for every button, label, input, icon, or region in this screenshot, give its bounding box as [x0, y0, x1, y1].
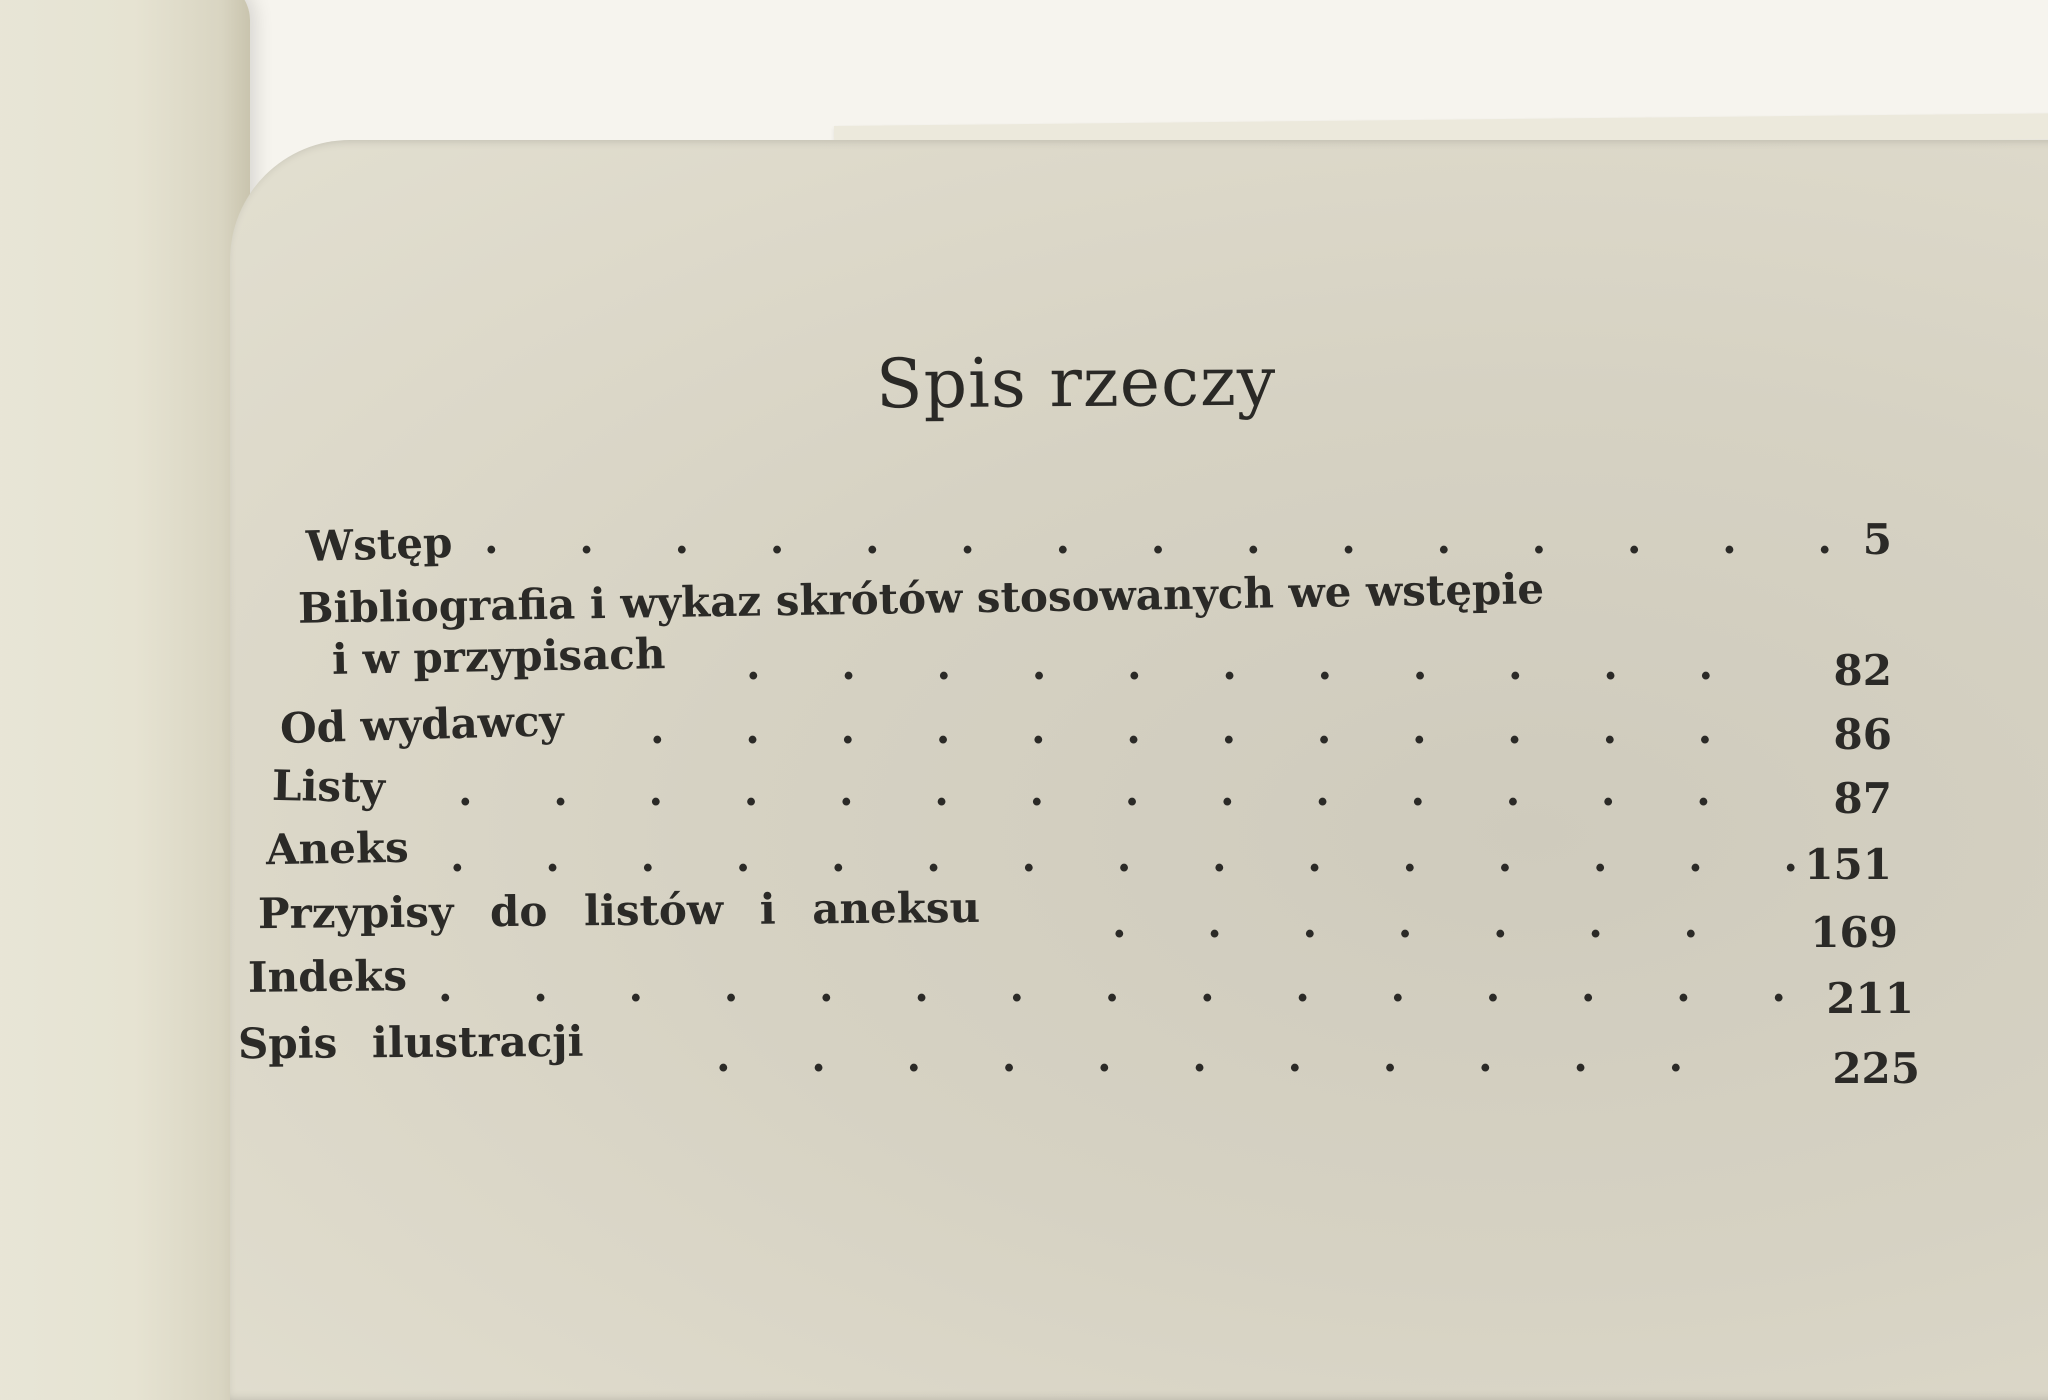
toc-leader-dots: . . . . . . . . . . . . . . . [450, 832, 1832, 881]
toc-leader-dots: . . . . . . . . . . . [716, 1032, 1717, 1081]
toc-page-number: 151 [1804, 840, 1892, 889]
toc-page-number: 82 [1833, 646, 1892, 695]
toc-page-number: 5 [1862, 515, 1892, 564]
toc-entry-label: Spis ilustracji [237, 1016, 584, 1069]
toc-page-number: 86 [1833, 710, 1892, 759]
toc-leader-dots: . . . . . . . . . . . [746, 640, 1747, 689]
toc-leader-dots: . . . . . . . . . . . . . . [458, 766, 1744, 815]
toc-leader-dots: . . . . . . . [1112, 898, 1732, 947]
toc-page-number: 87 [1833, 774, 1892, 823]
toc-entry-label: Listy [271, 760, 386, 813]
toc-leader-dots: . . . . . . . . . . . . [650, 704, 1746, 753]
toc-entry-label: Bibliografia i wykaz skrótów stosowanych we wstępie [297, 564, 1545, 633]
toc-page-number: 225 [1832, 1044, 1920, 1093]
toc-leader-dots: . . . . . . . . . . . . . . . [484, 514, 1866, 563]
toc-page-number: 211 [1826, 974, 1914, 1023]
toc-entry-label: Indeks [247, 951, 408, 1002]
toc-entry-label: Wstęp [305, 517, 453, 572]
toc-entry-label: Od wydawcy [279, 696, 565, 753]
toc-leader-dots: . . . . . . . . . . . . . . . [438, 962, 1820, 1011]
toc-entry-label: i w przypisach [331, 629, 666, 684]
toc-entry-label: Aneks [265, 822, 410, 875]
page-title: Spis rzeczy [875, 342, 1277, 425]
toc-entry-label: Przypisy do listów i aneksu [257, 882, 981, 939]
toc-page-number: 169 [1810, 908, 1898, 957]
